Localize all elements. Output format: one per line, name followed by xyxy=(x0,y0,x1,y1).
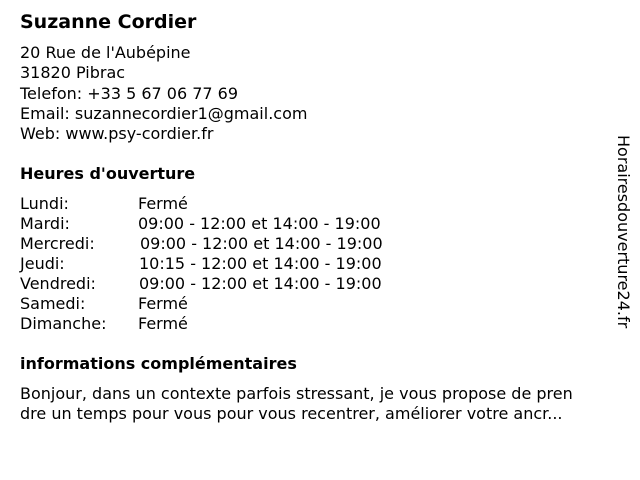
hours-day: Mercredi: xyxy=(20,234,95,253)
hours-heading: Heures d'ouverture xyxy=(20,164,196,183)
hours-time: 09:00 - 12:00 et 14:00 - 19:00 xyxy=(139,274,382,293)
hours-day: Vendredi: xyxy=(20,274,96,293)
hours-time: 10:15 - 12:00 et 14:00 - 19:00 xyxy=(139,254,382,273)
hours-day: Jeudi: xyxy=(20,254,65,273)
hours-row-dimanche xyxy=(20,314,460,334)
hours-day: Dimanche: xyxy=(20,314,107,333)
hours-row-jeudi xyxy=(20,254,460,274)
hours-time: 09:00 - 12:00 et 14:00 - 19:00 xyxy=(140,234,383,253)
hours-time: Fermé xyxy=(138,314,188,333)
hours-day: Mardi: xyxy=(20,214,70,233)
address-city: 31820 Pibrac xyxy=(20,63,126,82)
side-brand-text: Horairesdouverture24.fr xyxy=(614,135,633,329)
info-text-line-2: dre un temps pour vous pour vous recentrer, améliorer votre ancr... xyxy=(20,404,563,423)
hours-day: Samedi: xyxy=(20,294,86,313)
email-line: Email: suzannecordier1@gmail.com xyxy=(20,104,308,123)
business-name: Suzanne Cordier xyxy=(20,11,197,33)
hours-row-mardi xyxy=(20,214,460,234)
hours-row-lundi xyxy=(20,194,460,214)
phone-line: Telefon: +33 5 67 06 77 69 xyxy=(20,84,239,103)
hours-time: Fermé xyxy=(138,194,188,213)
hours-row-vendredi xyxy=(20,274,460,294)
hours-time: Fermé xyxy=(138,294,188,313)
web-line: Web: www.psy-cordier.fr xyxy=(20,124,214,143)
info-text-line-1: Bonjour, dans un contexte parfois stressant, je vous propose de pren xyxy=(20,384,573,403)
hours-row-mercredi xyxy=(20,234,460,254)
address-street: 20 Rue de l'Aubépine xyxy=(20,43,191,62)
hours-day: Lundi: xyxy=(20,194,69,213)
hours-row-samedi xyxy=(20,294,460,314)
hours-time: 09:00 - 12:00 et 14:00 - 19:00 xyxy=(138,214,381,233)
side-brand-watermark xyxy=(615,135,635,371)
info-heading: informations complémentaires xyxy=(20,354,297,373)
